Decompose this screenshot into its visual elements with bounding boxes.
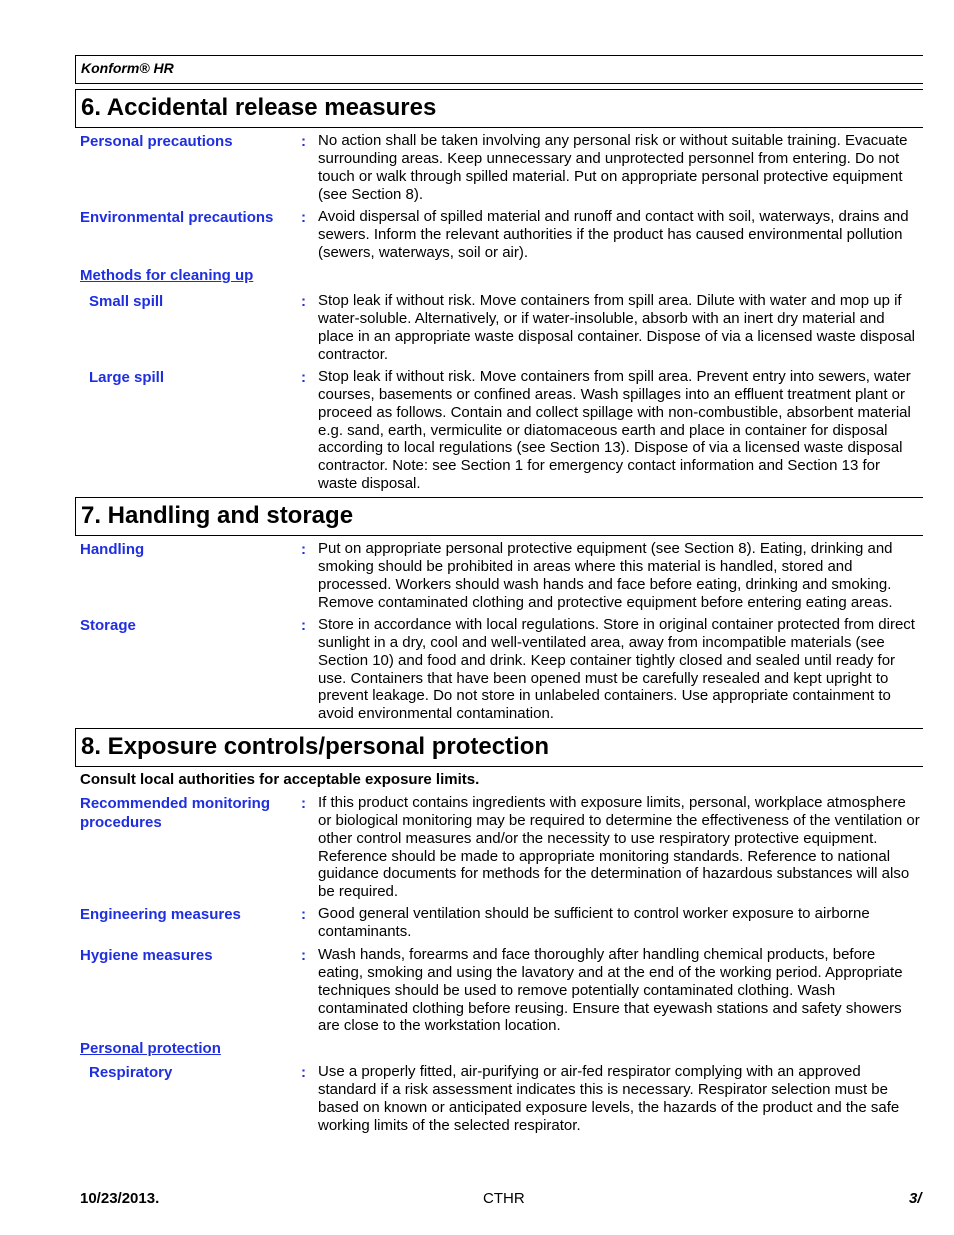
environmental-precautions-text: Avoid dispersal of spilled material and runoff and contact with soil, waterways, drains and sewers. Inform the relevant authorities if the product has caused environmental pollution (sewers, waterways, soil or air). xyxy=(318,208,909,261)
footer-page: 3/ xyxy=(909,1190,922,1207)
respiratory-text: Use a properly fitted, air-purifying or air-fed respirator complying with an approved standard if a risk assessment indicates this is necessary. Respirator selection must be based on known or anticipated exposure levels, the hazards of the product and the safe working limits of the selected respirator. xyxy=(318,1063,900,1134)
monitoring-label xyxy=(80,794,295,832)
monitoring-text: If this product contains ingredients with exposure limits, personal, workplace atmosphere or biological monitoring may be required to determine the effectiveness of the ventilation or other control measures and/or the necessity to use respiratory protective equipment. Reference should be made to appropriate monitoring standards. Reference to national guidance documents for methods for the determination of hazardous substances will also be required. xyxy=(318,794,920,901)
colon: : xyxy=(301,795,306,812)
handling-label: Handling xyxy=(80,541,145,558)
product-header xyxy=(75,55,923,84)
consult-note: Consult local authorities for acceptable exposure limits. xyxy=(80,771,480,788)
colon: : xyxy=(301,541,306,558)
colon: : xyxy=(301,617,306,634)
colon: : xyxy=(301,369,306,386)
personal-precautions-label: Personal precautions xyxy=(80,133,233,150)
handling-text: Put on appropriate personal protective equipment (see Section 8). Eating, drinking and smoking should be prohibited in areas where this material is handled, stored and processed. Workers should wash hands and face before eating, drinking and smoking. Remove contaminated clothing and protective equipment before entering eating areas. xyxy=(318,540,893,611)
colon: : xyxy=(301,293,306,310)
section-8-header xyxy=(75,728,923,767)
engineering-label: Engineering measures xyxy=(80,906,241,923)
personal-precautions-text: No action shall be taken involving any personal risk or without suitable training. Evacuate surrounding areas. Keep unnecessary and unprotected personnel from entering. Do not touch or walk through spilled material. Put on appropriate personal protective equipment (see Section 8). xyxy=(318,132,908,203)
section-6-title: 6. Accidental release measures xyxy=(81,94,437,121)
section-8-title: 8. Exposure controls/personal protection xyxy=(81,733,550,760)
large-spill-text: Stop leak if without risk. Move containers from spill area. Prevent entry into sewers, water courses, basements or confined areas. Wash spillages into an effluent treatment plant or proceed as follows. Contain and collect spillage with non-combustible, absorbent material e.g. sand, earth, vermiculite or diatomaceous earth and place in container for disposal according to local regulations (see Section 13). Dispose of via a licensed waste disposal contractor. Note: see Section 1 for emergency contact information and Section 13 for waste disposal. xyxy=(318,368,911,493)
section-7-header xyxy=(75,497,923,536)
storage-label: Storage xyxy=(80,617,136,634)
large-spill-label: Large spill xyxy=(89,369,165,386)
respiratory-label: Respiratory xyxy=(89,1064,173,1081)
small-spill-label: Small spill xyxy=(89,293,164,310)
hygiene-text: Wash hands, forearms and face thoroughly after handling chemical products, before eating, smoking and using the lavatory and at the end of the working period. Appropriate techniques should be used to remove potentially contaminated clothing. Wash contaminated clothing before reusing. Ensure that eyewash stations and safety showers are close to the workstation location. xyxy=(318,946,903,1035)
colon: : xyxy=(301,133,306,150)
colon: : xyxy=(301,906,306,923)
environmental-precautions-label: Environmental precautions xyxy=(80,209,274,226)
colon: : xyxy=(301,947,306,964)
colon: : xyxy=(301,209,306,226)
methods-cleaning-up-link[interactable]: Methods for cleaning up xyxy=(80,267,254,284)
engineering-text: Good general ventilation should be sufficient to control worker exposure to airborne contaminants. xyxy=(318,905,870,940)
section-6-header xyxy=(75,89,923,128)
monitoring-label-line2: procedures xyxy=(80,814,162,831)
personal-protection-link[interactable]: Personal protection xyxy=(80,1040,221,1057)
small-spill-text: Stop leak if without risk. Move containers from spill area. Dilute with water and mop up if water-soluble. Alternatively, or if water-insoluble, absorb with an inert dry material and place in an appropriate waste disposal container. Dispose of via a licensed waste disposal contractor. xyxy=(318,292,916,363)
monitoring-label-line1: Recommended monitoring xyxy=(80,795,271,812)
product-name: Konform® HR xyxy=(81,60,174,76)
footer-date: 10/23/2013. xyxy=(80,1190,160,1207)
hygiene-label: Hygiene measures xyxy=(80,947,213,964)
section-7-title: 7. Handling and storage xyxy=(81,502,354,529)
storage-text: Store in accordance with local regulations. Store in original container protected from direct sunlight in a dry, cool and well-ventilated area, away from incompatible materials (see Section 10) and food and drink. Keep container tightly closed and sealed until ready for use. Containers that have been opened must be carefully resealed and kept upright to prevent leakage. Do not store in unlabeled containers. Use appropriate containment to avoid environmental contamination. xyxy=(318,616,915,723)
footer-code: CTHR xyxy=(483,1190,525,1207)
colon: : xyxy=(301,1064,306,1081)
